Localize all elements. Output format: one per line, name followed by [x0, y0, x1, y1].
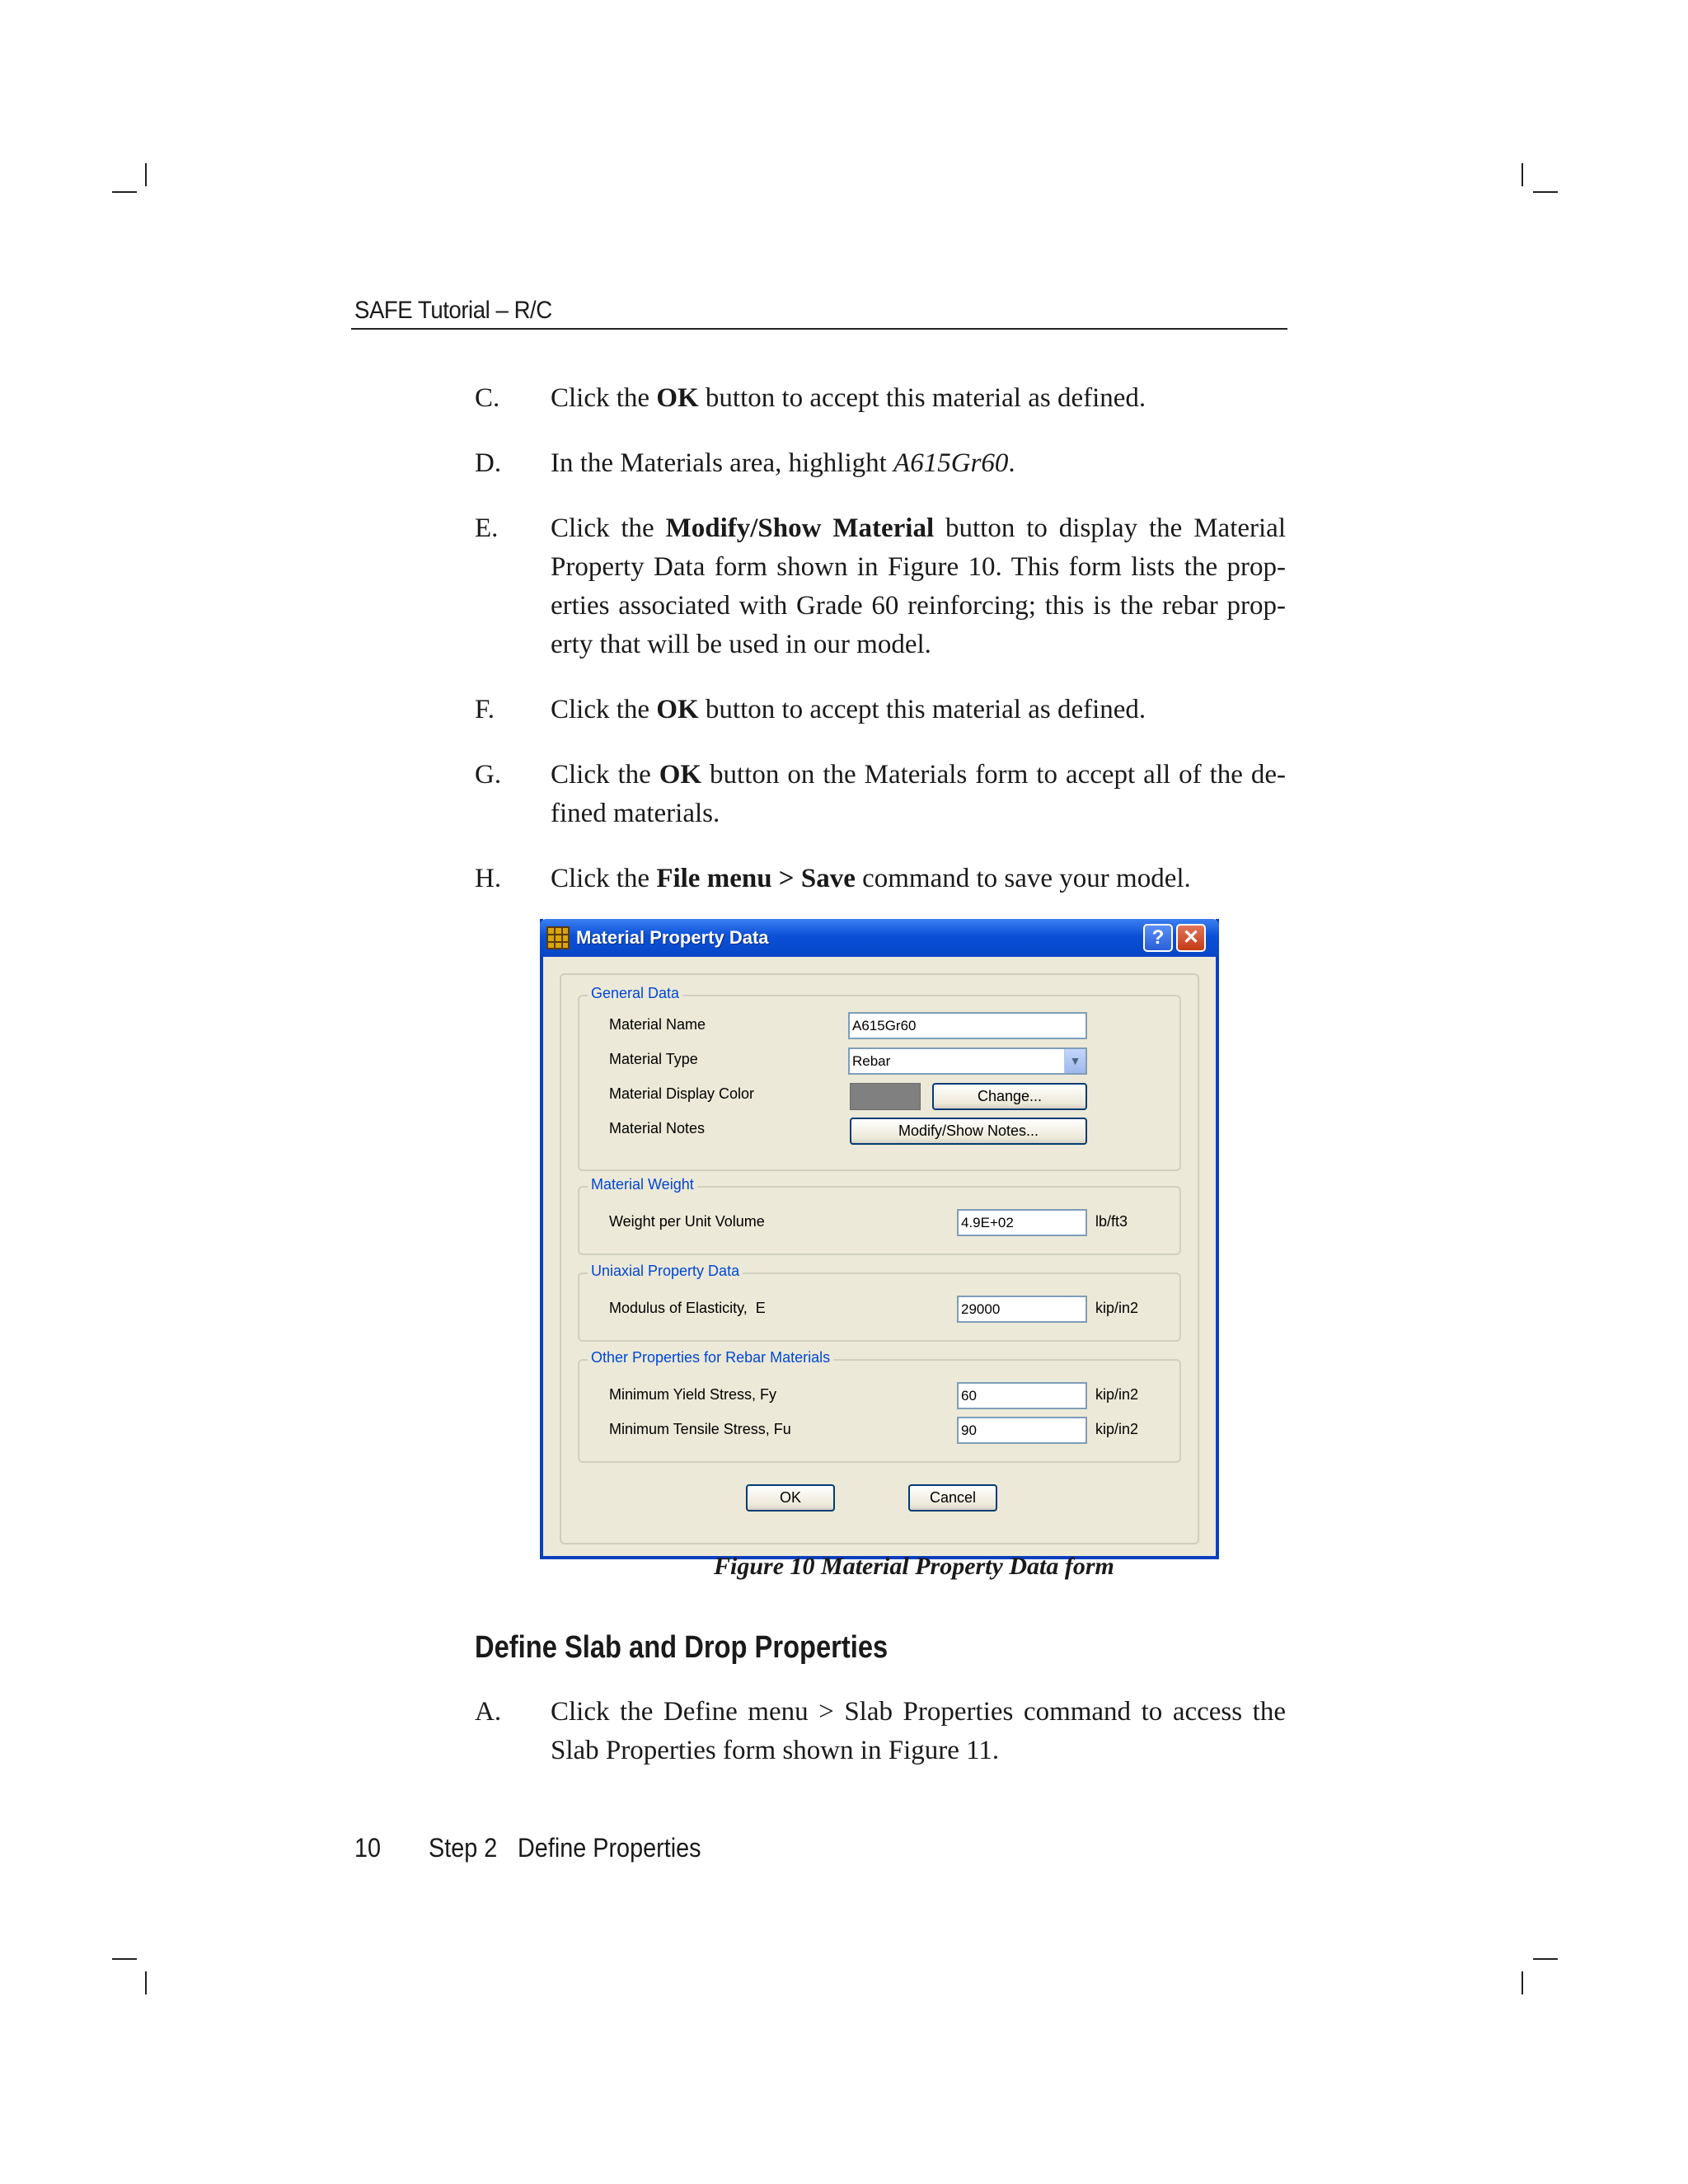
group-label: General Data — [588, 985, 682, 1002]
crop-mark — [112, 191, 137, 193]
modulus-unit: kip/in2 — [1095, 1300, 1139, 1316]
modulus-input[interactable]: 29000 — [957, 1296, 1087, 1323]
step-a-text: Click the Define menu > Slab Properties command to access the Slab Properties form shown in Figure 11. — [551, 1697, 1286, 1765]
footer-section: Define Properties — [518, 1833, 701, 1863]
modify-show-ref: Modify/Show Material — [665, 513, 935, 543]
yield-stress-label: Minimum Yield Stress, Fy — [609, 1386, 777, 1403]
display-color-label: Material Display Color — [609, 1085, 755, 1102]
ok-ref: OK — [659, 760, 702, 790]
dialog-title: Material Property Data — [576, 927, 769, 948]
step-letter: F. — [475, 695, 495, 724]
ok-button[interactable]: OK — [746, 1484, 835, 1511]
chevron-down-icon[interactable]: ▼ — [1064, 1049, 1085, 1073]
step-g: G. Click the OK button on the Materials form to accept all of the de-fined materials. — [475, 756, 1286, 833]
weight-per-volume-input[interactable]: 4.9E+02 — [957, 1209, 1087, 1236]
crop-mark — [1533, 1958, 1558, 1960]
weight-per-volume-label: Weight per Unit Volume — [609, 1213, 765, 1230]
crop-mark — [145, 163, 147, 186]
crop-mark — [1522, 1971, 1523, 1994]
dialog-titlebar[interactable] — [540, 919, 1219, 957]
material-notes-label: Material Notes — [609, 1120, 706, 1137]
group-label: Uniaxial Property Data — [588, 1263, 743, 1280]
display-color-swatch — [850, 1083, 921, 1110]
close-button[interactable]: ✕ — [1176, 924, 1206, 952]
yield-stress-input[interactable]: 60 — [957, 1382, 1087, 1409]
file-save-ref: File menu > Save — [656, 864, 856, 893]
modify-show-notes-button[interactable]: Modify/Show Notes... — [850, 1118, 1087, 1145]
ok-ref: OK — [656, 383, 699, 413]
modulus-label: Modulus of Elasticity, E — [609, 1300, 766, 1316]
tensile-stress-label: Minimum Tensile Stress, Fu — [609, 1421, 791, 1437]
crop-mark — [145, 1971, 147, 1994]
step-f: F. Click the OK button to accept this material as defined. — [475, 691, 1286, 729]
step-h: H. Click the File menu > Save command to save your model. — [475, 860, 1286, 898]
step-letter: E. — [475, 513, 499, 543]
step-e: E. Click the Modify/Show Material button to display the Material Property Data form shown in Figure 10. This form lists the prop-erties associated with Grade 60 reinforcing; this is the rebar prop-erty that will be used in our model. — [475, 509, 1286, 664]
crop-mark — [1533, 191, 1558, 193]
ok-ref: OK — [656, 695, 699, 724]
section-heading: Define Slab and Drop Properties — [475, 1630, 889, 1665]
step-a — [475, 1693, 1286, 1770]
rebar-properties-group — [578, 1349, 1181, 1463]
step-letter: D. — [475, 448, 502, 478]
step-d: D. In the Materials area, highlight A615Gr60. — [475, 444, 1286, 483]
group-label: Material Weight — [588, 1176, 697, 1193]
footer-step: Step 2 — [429, 1833, 498, 1863]
tensile-stress-input[interactable]: 90 — [957, 1417, 1087, 1444]
step-c: C. Click the OK button to accept this material as defined. — [475, 379, 1286, 418]
app-icon — [546, 926, 570, 949]
weight-unit: lb/ft3 — [1095, 1213, 1128, 1230]
tensile-stress-unit: kip/in2 — [1095, 1421, 1139, 1437]
help-button[interactable]: ? — [1143, 924, 1173, 952]
figure-caption: Figure 10 Material Property Data form — [714, 1553, 1114, 1580]
change-color-button[interactable]: Change... — [932, 1083, 1087, 1110]
step-letter: G. — [475, 760, 502, 790]
step-letter: A. — [475, 1697, 502, 1727]
crop-mark — [112, 1958, 137, 1960]
yield-stress-unit: kip/in2 — [1095, 1386, 1139, 1403]
footer-page-number: 10 — [354, 1833, 382, 1863]
group-label: Other Properties for Rebar Materials — [588, 1349, 833, 1366]
step-letter: C. — [475, 383, 500, 413]
material-name-input[interactable]: A615Gr60 — [848, 1012, 1087, 1039]
material-type-label: Material Type — [609, 1051, 698, 1067]
material-property-dialog — [540, 919, 1219, 1559]
material-type-select[interactable] — [848, 1047, 1087, 1075]
step-letter: H. — [475, 864, 502, 893]
running-head: SAFE Tutorial – R/C — [354, 297, 552, 324]
material-type-value: Rebar — [852, 1053, 891, 1069]
header-rule — [351, 328, 1287, 330]
crop-mark — [1522, 163, 1523, 186]
material-ref: A615Gr60 — [893, 448, 1009, 478]
material-name-label: Material Name — [609, 1016, 706, 1033]
cancel-button[interactable]: Cancel — [908, 1484, 997, 1511]
